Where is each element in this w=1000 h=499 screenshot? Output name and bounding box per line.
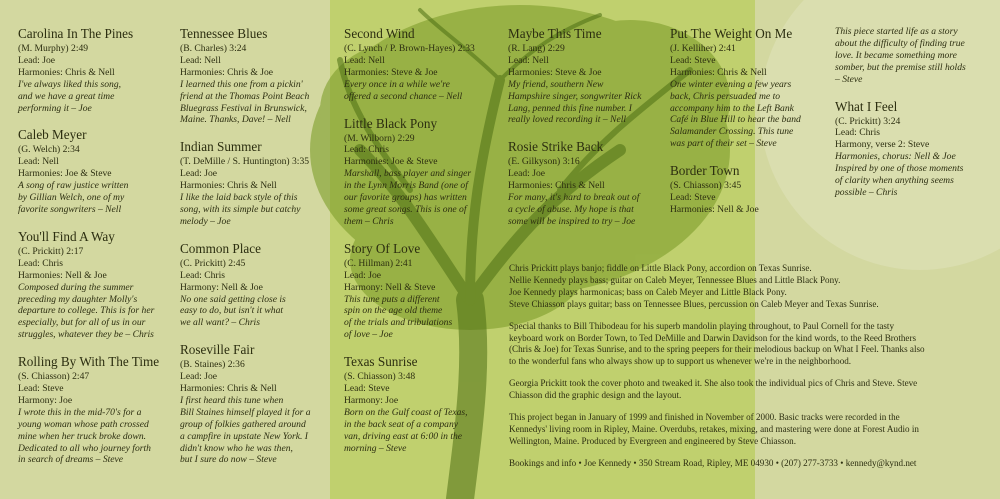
song-column-2 xyxy=(180,26,330,479)
booking-contact: Bookings and info • Joe Kennedy • 350 Stream Road, Ripley, ME 04930 • (207) 277-3733 • kennedy@kynd.net xyxy=(509,457,917,468)
song-writer: (G. Welch) 2:34 xyxy=(18,144,80,156)
song-entry xyxy=(18,127,168,215)
song-writer: (S. Chiasson) 3:48 xyxy=(344,371,416,383)
song-lead: Lead: Nell xyxy=(18,156,59,168)
song-entry xyxy=(180,139,330,227)
song-harmonies: Harmonies: Joe & Steve xyxy=(18,168,112,180)
song-entry xyxy=(18,26,168,114)
song-harmonies: Harmony: Joe xyxy=(344,394,399,406)
song-writer: (S. Chiasson) 3:45 xyxy=(670,180,742,192)
credit-line: Nellie Kennedy plays bass; guitar on Caleb Meyer, Tennessee Blues and Little Black Pony. xyxy=(509,274,841,285)
song-lead: Lead: Steve xyxy=(18,383,64,395)
song-entry xyxy=(180,342,330,466)
song-column-1 xyxy=(18,26,168,479)
song-lead: Lead: Steve xyxy=(670,192,716,204)
song-title: Put The Weight On Me xyxy=(670,26,793,41)
song-writer: (M. Murphy) 2:49 xyxy=(18,43,89,54)
song-lead: Lead: Joe xyxy=(180,371,218,383)
song-writer: (R. Lang) 2:29 xyxy=(508,43,565,54)
song-lead: Lead: Chris xyxy=(835,127,881,139)
album-credits xyxy=(509,263,929,480)
song-lead: Lead: Nell xyxy=(344,54,385,66)
song-entry xyxy=(508,139,663,227)
recording-notes: This project began in January of 1999 and finished in November of 2000. Basic tracks were recorded in the Kennedys' living room in Ripley, Maine. Overdubs, retakes, mixing, and mastering were done at Forest Audio in Wellington, Maine. Produced by Evergreen and engineered by Steve Chiasson. xyxy=(509,412,919,446)
song-note: Born on the Gulf coast of Texas, in the back seat of a company van, driving east at 6:00 in the morning – Steve xyxy=(344,406,468,454)
song-harmonies: Harmonies: Steve & Joe xyxy=(344,66,438,78)
credit-line: Joe Kennedy plays harmonicas; bass on Caleb Meyer and Little Black Pony. xyxy=(509,286,787,297)
song-note: Inspired by one of those moments of clarity when anything seems possible – Chris xyxy=(835,163,964,198)
song-harmonies: Harmonies: Chris & Nell xyxy=(18,66,115,78)
song-note: Marshall, bass player and singer in the Lynn Morris Band (one of our favorite groups) has written some great songs. This is one of them – Chris xyxy=(344,168,472,227)
song-writer: (M. Wilborn) 2:29 xyxy=(344,132,415,144)
credit-line: Steve Chiasson plays guitar; bass on Tennessee Blues, percussion on Caleb Meyer and Texas Sunrise. xyxy=(509,298,879,309)
song-title: Caleb Meyer xyxy=(18,127,87,143)
song-title: Maybe This Time xyxy=(508,26,602,41)
song-writer: (C. Lynch / P. Brown-Hayes) 2:33 xyxy=(344,43,475,54)
song-writer: (E. Gilkyson) 3:16 xyxy=(508,156,580,168)
song-lead: Lead: Steve xyxy=(344,383,390,395)
song-note: I wrote this in the mid-70's for a young woman whose path crossed mine when her truck broke down. Dedicated to all who journey forth in search of dreams – Steve xyxy=(18,406,151,466)
song-harmonies: Harmonies: Chris & Nell xyxy=(670,66,767,78)
song-harmonies: Harmony: Nell & Steve xyxy=(344,281,436,293)
song-lead: Lead: Joe xyxy=(508,168,546,180)
song-intro-note: This piece started life as a story about the difficulty of finding true love. It became something more somber, but the premise still holds – Steve xyxy=(835,26,966,85)
song-note: I've always liked this song, and we have a great time performing it – Joe xyxy=(18,78,122,114)
song-writer: (S. Chiasson) 2:47 xyxy=(18,371,90,383)
song-title: What I Feel xyxy=(835,98,898,114)
song-entry xyxy=(344,354,499,454)
song-harmonies: Harmonies: Chris & Nell xyxy=(180,180,277,192)
song-writer: (C. Prickitt) 2:45 xyxy=(180,257,246,269)
thanks-paragraph: Special thanks to Bill Thibodeau for his superb mandolin playing throughout, to Paul Cornell for the tasty keyboard work on Border Town, to Ted DeMille and Darwin Davidson for the kind words, to the Reed Brothers (Chris & Joe) for Texas Sunrise, and to the spring peepers for their melodious backup on What I Feel. Thanks also to the wonderful fans who always show up to support us whenever we're in the neighborhood. xyxy=(509,320,925,367)
song-entry xyxy=(18,354,168,466)
song-title: Second Wind xyxy=(344,26,415,41)
player-credits xyxy=(509,263,929,311)
song-note: I first heard this tune when Bill Staines himself played it for a group of folkies gathered around a campfire in upstate New York. I didn't know who he was then, but I sure do now – Steve xyxy=(180,394,311,466)
song-entry xyxy=(670,26,830,150)
song-harmonies: Harmonies: Joe & Steve xyxy=(344,156,438,168)
song-column-4 xyxy=(508,26,663,241)
song-note: For many, it's hard to break out of a cycle of abuse. My hope is that some will be inspired to try – Joe xyxy=(508,192,640,227)
song-harmonies: Harmonies: Nell & Joe xyxy=(18,269,107,281)
photo-design-credits: Georgia Prickitt took the cover photo and tweaked it. She also took the individual pics of Chris and Steve. Steve Chiasson did the graphic design and the layout. xyxy=(509,378,918,401)
song-harmonies: Harmonies: Chris & Nell xyxy=(508,180,605,192)
song-title: Texas Sunrise xyxy=(344,354,418,370)
song-entry xyxy=(835,99,995,199)
song-column-6 xyxy=(835,26,995,212)
song-writer: (B. Charles) 3:24 xyxy=(180,43,247,54)
song-title: Story Of Love xyxy=(344,240,421,256)
song-title: Common Place xyxy=(180,240,261,256)
song-lead: Lead: Joe xyxy=(180,168,218,180)
song-note: One winter evening a few years back, Chris persuaded me to accompany him to the Left Bank Café in Blue Hill to hear the band Salamander Crossing. This tune was part of their set – Steve xyxy=(670,78,801,150)
song-harmonies: Harmony, verse 2: Steve xyxy=(835,139,930,151)
song-title: You'll Find A Way xyxy=(18,228,115,244)
song-lead: Lead: Nell xyxy=(180,54,221,66)
song-title: Little Black Pony xyxy=(344,115,438,131)
song-harmonies: Harmony: Nell & Joe xyxy=(180,281,263,293)
song-note: This tune puts a different spin on the age old theme of the trials and tribulations of love – Joe xyxy=(344,293,453,341)
song-harmonies: Harmonies: Chris & Joe xyxy=(180,66,273,78)
song-lead: Lead: Joe xyxy=(18,54,56,66)
song-title: Tennessee Blues xyxy=(180,26,268,41)
song-entry xyxy=(670,163,830,216)
song-lead: Lead: Chris xyxy=(344,144,390,156)
song-column-3 xyxy=(344,26,499,467)
song-note: I like the laid back style of this song, with its simple but catchy melody – Joe xyxy=(180,192,301,227)
song-note: Every once in a while we're offered a second chance – Nell xyxy=(344,78,463,102)
song-note: I learned this one from a pickin' friend at the Thomas Point Beach Bluegrass Festival in Brunswick, Maine. Thanks, Dave! – Nell xyxy=(180,78,310,126)
song-lead: Lead: Chris xyxy=(18,257,64,269)
song-column-5 xyxy=(670,26,830,229)
song-note: My friend, southern New Hampshire singer, songwriter Rick Lang, penned this fine number. I really loved recording it – Nell xyxy=(508,78,642,126)
song-title: Rosie Strike Back xyxy=(508,139,604,155)
song-lead: Lead: Nell xyxy=(508,54,549,66)
song-harmonies: Harmonies: Steve & Joe xyxy=(508,66,602,78)
song-harmonies: Harmonies: Chris & Nell xyxy=(180,383,277,395)
song-lead: Lead: Steve xyxy=(670,54,716,66)
song-writer: (B. Staines) 2:36 xyxy=(180,359,245,371)
song-entry xyxy=(180,26,330,126)
song-lead: Lead: Joe xyxy=(344,269,382,281)
song-harmonies: Harmony: Joe xyxy=(18,394,73,406)
song-writer: (C. Hillman) 2:41 xyxy=(344,257,413,269)
song-entry xyxy=(180,241,330,329)
song-writer: (J. Kelliher) 2:41 xyxy=(670,43,736,54)
song-harmonies-chorus: Harmonies, chorus: Nell & Joe xyxy=(835,151,956,163)
song-writer: (C. Prickitt) 2:17 xyxy=(18,245,84,257)
song-note: A song of raw justice written by Gillian Welch, one of my favorite songwriters – Nell xyxy=(18,180,129,215)
song-harmonies: Harmonies: Nell & Joe xyxy=(670,203,759,215)
song-title: Rolling By With The Time xyxy=(18,354,160,370)
song-note: Composed during the summer preceding my daughter Molly's departure to college. This is for her especially, but for all of us in our struggles, whatever they be – Chris xyxy=(18,281,155,341)
credit-line: Chris Prickitt plays banjo; fiddle on Little Black Pony, accordion on Texas Sunrise. xyxy=(509,263,812,273)
song-writer: (T. DeMille / S. Huntington) 3:35 xyxy=(180,156,310,168)
song-entry xyxy=(344,241,499,341)
song-entry xyxy=(344,26,499,103)
song-entry xyxy=(508,26,663,126)
song-lead: Lead: Chris xyxy=(180,269,226,281)
song-entry xyxy=(18,229,168,341)
song-title: Border Town xyxy=(670,163,740,179)
song-entry xyxy=(344,116,499,228)
song-title: Carolina In The Pines xyxy=(18,26,134,41)
song-title: Roseville Fair xyxy=(180,342,255,358)
song-writer: (C. Prickitt) 3:24 xyxy=(835,115,901,127)
song-title: Indian Summer xyxy=(180,139,262,155)
song-note: No one said getting close is easy to do, but isn't it what we all want? – Chris xyxy=(180,293,286,329)
